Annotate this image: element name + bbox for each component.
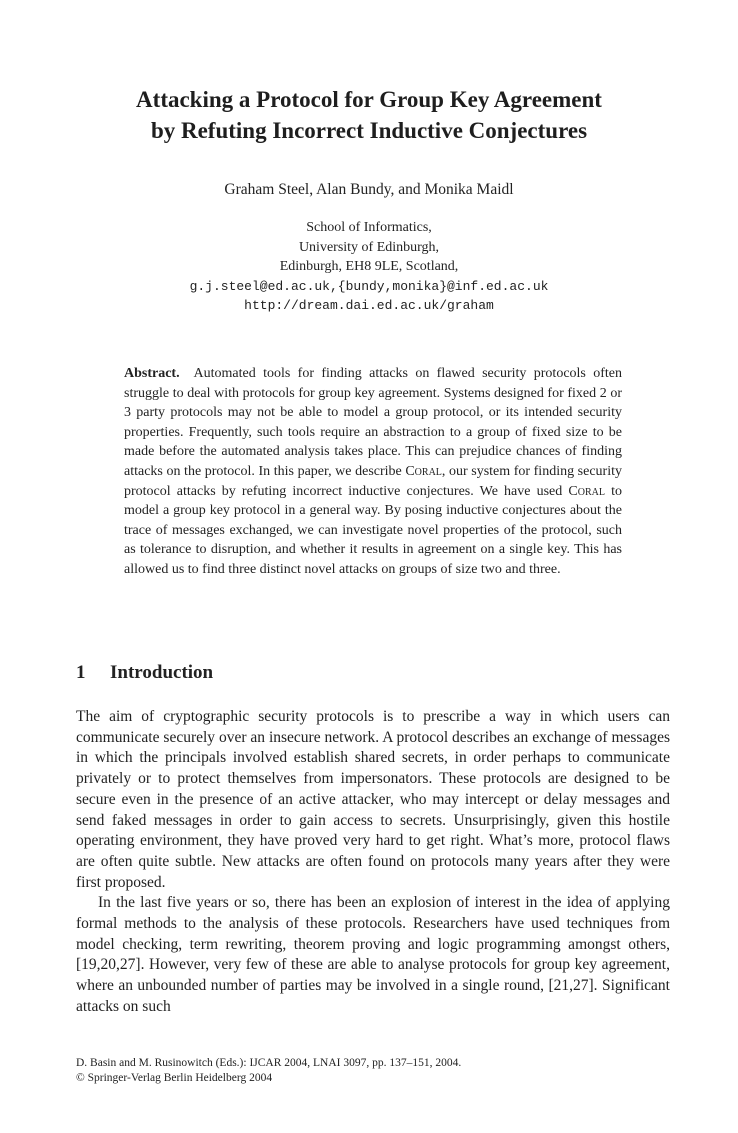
section-title: Introduction <box>110 662 214 683</box>
title-line-1: Attacking a Protocol for Group Key Agreement <box>136 87 602 112</box>
authors: Graham Steel, Alan Bundy, and Monika Maidl <box>224 181 514 198</box>
affiliation <box>0 218 738 316</box>
affiliation-university: University of Edinburgh, <box>298 239 440 255</box>
publication-info: D. Basin and M. Rusinowitch (Eds.): IJCAR 2004, LNAI 3097, pp. 137–151, 2004. <box>76 1057 462 1069</box>
abstract-text-3: to model a group key protocol in a general way. By posing inductive conjectures about the trace of messages exchanged, we can investigate novel properties of the protocol, such as tolerance to disruption, and whether it results in agreement on a single key. This has allowed us to find three distinct novel attacks on groups of size two and three. <box>124 483 623 577</box>
system-name-coral: Coral <box>405 463 442 479</box>
abstract-text-1: Automated tools for finding attacks on flawed security protocols often struggle to deal with protocols for group key agreement. Systems designed for fixed 2 or 3 party protocols may not be able to model a group protocol, or its intended security properties. Frequently, such tools require an abstraction to a group of fixed size to be made before the automated analysis takes place. This can prejudice chances of finding attacks on the protocol. In this paper, we describe <box>124 366 622 479</box>
section-number: 1 <box>76 662 86 683</box>
abstract-text-2: , our system for finding security protocol attacks by refuting incorrect inductive conjectures. We have used <box>124 463 622 499</box>
publication-footer <box>76 1056 461 1085</box>
abstract-label: Abstract. <box>124 366 180 381</box>
abstract <box>124 364 622 580</box>
paragraph: The aim of cryptographic security protocols is to prescribe a way in which users can communicate securely over an insecure network. A protocol describes an exchange of messages in which the principals involved establish shared secrets, in order perhaps to communicate privately or to protect themselves from impersonators. These protocols are designed to be secure even in the presence of an active attacker, who may intercept or delay messages and send faked messages in order to gain access to secrets. Unsurprisingly, given this hostile operating environment, they have proved very hard to get right. What’s more, protocol flaws are often quite subtle. New attacks are often found on protocols many years after they were first proposed. <box>76 708 670 891</box>
copyright-notice: © Springer-Verlag Berlin Heidelberg 2004 <box>76 1071 273 1084</box>
author-emails: g.j.steel@ed.ac.uk,{bundy,monika}@inf.ed.ac.uk <box>189 278 549 294</box>
system-name-coral: Coral <box>568 483 605 499</box>
section-heading-introduction <box>76 661 213 685</box>
introduction-body <box>76 707 670 1018</box>
affiliation-school: School of Informatics, <box>306 220 432 235</box>
paragraph: In the last five years or so, there has been an explosion of interest in the idea of applying formal methods to the analysis of these protocols. Researchers have used techniques from model checking, term rewriting, theorem proving and logic programming amongst others, [19,20,27]. However, very few of these are able to analyse protocols for group key agreement, where an unbounded number of parties may be involved in a single round, [21,27]. Significant attacks on such <box>76 894 670 1015</box>
affiliation-address: Edinburgh, EH8 9LE, Scotland, <box>279 259 459 274</box>
title-line-2: by Refuting Incorrect Inductive Conjectures <box>150 118 588 143</box>
paper-title <box>40 84 698 146</box>
author-url[interactable]: http://dream.dai.ed.ac.uk/graham <box>244 298 494 313</box>
